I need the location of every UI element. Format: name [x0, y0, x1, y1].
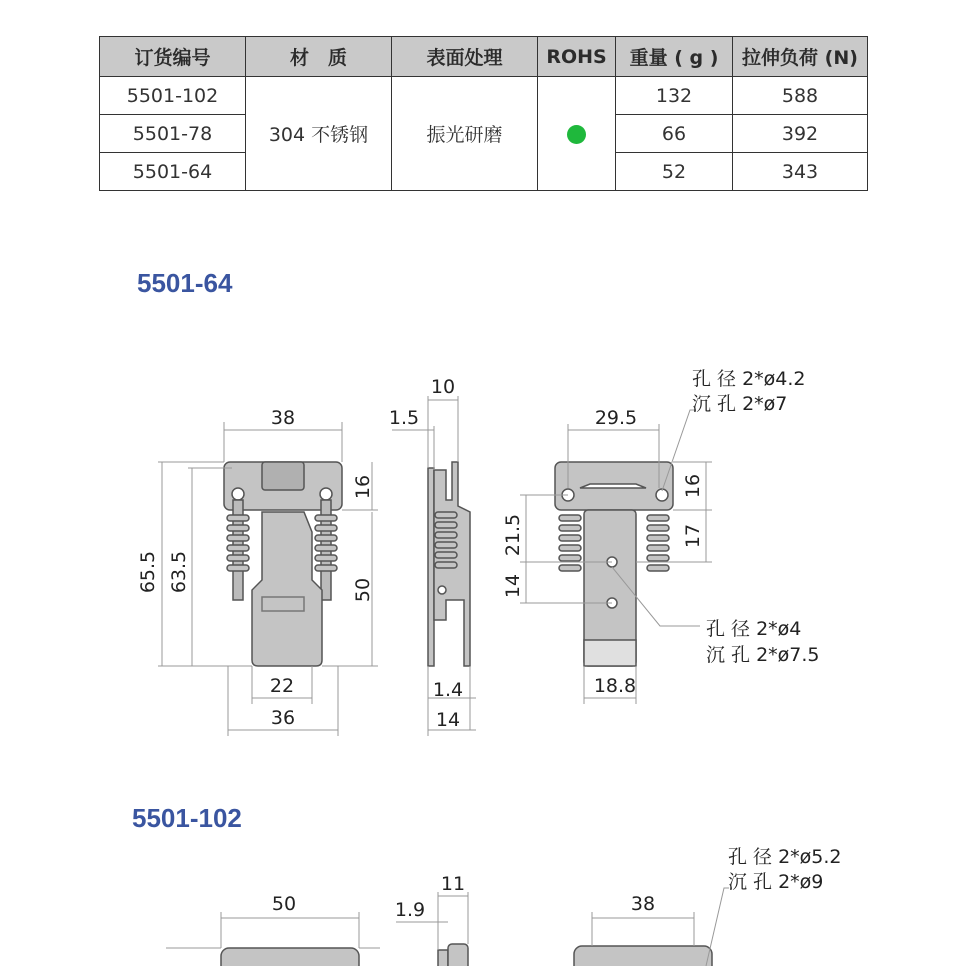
dim2-side-depth: 11	[440, 873, 466, 895]
header-finish: 表面处理	[392, 37, 538, 77]
dim-front-height-total: 65.5	[137, 550, 159, 594]
dim-front-lever: 50	[352, 577, 374, 603]
header-code: 订货编号	[100, 37, 246, 77]
header-material: 材 质	[246, 37, 392, 77]
spring	[647, 515, 669, 571]
side-hinge	[448, 944, 468, 966]
note2-hole-top-2: 沉 孔 2*ø9	[728, 871, 824, 893]
dim-back-mid: 17	[682, 523, 704, 549]
dim-front-width: 38	[270, 407, 296, 429]
cell-code: 5501-78	[100, 115, 246, 153]
back-view	[555, 462, 673, 666]
dim-side-base: 14	[435, 709, 461, 731]
header-rohs: ROHS	[538, 37, 616, 77]
dim-side-depth: 10	[430, 376, 456, 398]
mount-hole	[232, 488, 244, 500]
dim-back-a: 21.5	[502, 513, 524, 557]
dim-back-bottom: 18.8	[593, 675, 637, 697]
dim-side-offset: 1.4	[432, 679, 464, 701]
spring	[559, 515, 581, 571]
front-view	[224, 462, 342, 666]
cell-weight: 52	[616, 153, 733, 191]
hinge-roll	[262, 462, 304, 490]
dim-front-hinge: 16	[352, 474, 374, 500]
drawing2-partial	[221, 944, 712, 966]
note-hole-top-2: 沉 孔 2*ø7	[692, 393, 788, 415]
cell-code: 5501-102	[100, 77, 246, 115]
side-base	[438, 950, 448, 966]
back-slot	[580, 484, 646, 488]
mount-hole	[320, 488, 332, 500]
header-load: 拉伸负荷 (N)	[733, 37, 868, 77]
dim-back-top: 16	[682, 473, 704, 499]
note-hole-top-1: 孔 径 2*ø4.2	[692, 368, 806, 390]
cell-load: 343	[733, 153, 868, 191]
dim-side-thickness: 1.5	[388, 407, 420, 429]
cell-weight: 66	[616, 115, 733, 153]
back-tip	[584, 640, 636, 666]
side-view	[428, 462, 470, 666]
dim2-back-width: 38	[630, 893, 656, 915]
cell-finish: 振光研磨	[392, 77, 538, 191]
drawing2-title: 5501-102	[132, 803, 242, 833]
dim-front-base-width: 36	[270, 707, 296, 729]
lever	[252, 512, 322, 666]
dim-back-width: 29.5	[594, 407, 638, 429]
front-plate	[221, 948, 359, 966]
dim2-front-width: 50	[271, 893, 297, 915]
dim-back-b: 14	[502, 573, 524, 599]
side-base	[428, 468, 434, 666]
cell-material: 304 不锈钢	[246, 77, 392, 191]
header-weight: 重量 ( g )	[616, 37, 733, 77]
cell-load: 588	[733, 77, 868, 115]
note-hole-bottom-1: 孔 径 2*ø4	[706, 618, 802, 640]
rivet	[438, 586, 446, 594]
cell-load: 392	[733, 115, 868, 153]
dim-front-height-body: 63.5	[168, 550, 190, 594]
note-hole-bottom-2: 沉 孔 2*ø7.5	[706, 644, 820, 666]
note2-hole-top-1: 孔 径 2*ø5.2	[728, 846, 842, 868]
dim-front-lever-width: 22	[269, 675, 295, 697]
cell-code: 5501-64	[100, 153, 246, 191]
dim2-side-thickness: 1.9	[394, 899, 426, 921]
back-plate	[574, 946, 712, 966]
cell-weight: 132	[616, 77, 733, 115]
drawing1-title: 5501-64	[137, 268, 233, 298]
